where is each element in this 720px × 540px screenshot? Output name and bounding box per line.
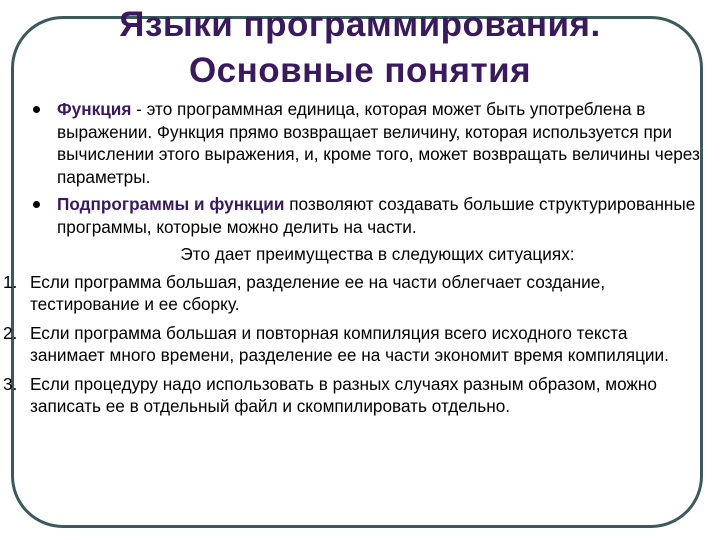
slide-title <box>0 2 720 94</box>
list-item-text: Если программа большая, разделение ее на части облегчает создание, тестирование и ее сборку. <box>30 271 606 314</box>
slide-content <box>3 98 700 424</box>
list-item-number: 3. <box>3 373 18 394</box>
list-item-number: 1. <box>3 271 18 292</box>
advantages-list <box>3 271 700 418</box>
bullet-text: позволяют создавать большие структурированные программы, которые можно делить на части. <box>57 194 696 237</box>
title-line-1: Языки программирования. <box>119 5 601 44</box>
list-item <box>3 271 700 316</box>
list-item-text: Если программа большая и повторная компиляция всего исходного текста занимает много времени, разделение ее на части экономит время компиляции. <box>30 322 669 365</box>
list-item-text: Если процедуру надо использовать в разных случаях разным образом, можно записать ее в отдельный файл и скомпилировать отдельно. <box>30 373 657 416</box>
list-item <box>3 322 700 367</box>
bullet-text: - это программная единица, которая может быть употреблена в выражении. Функция прямо возвращает величину, которая используется при вычислении этого выражения, и, кроме того, может возвращать величины через параметры. <box>57 99 700 187</box>
bullet-dot-icon <box>33 106 40 113</box>
term-subprograms: Подпрограммы и функции <box>57 194 285 214</box>
advantages-intro: Это дает преимущества в следующих ситуациях: <box>180 244 575 264</box>
list-item <box>3 373 700 418</box>
bullet-function <box>30 98 700 188</box>
title-line-2: Основные понятия <box>188 51 532 90</box>
list-item-number: 2. <box>3 322 18 343</box>
bullet-subprograms <box>30 193 700 238</box>
bullet-dot-icon <box>33 201 40 208</box>
term-function: Функция <box>57 99 132 119</box>
